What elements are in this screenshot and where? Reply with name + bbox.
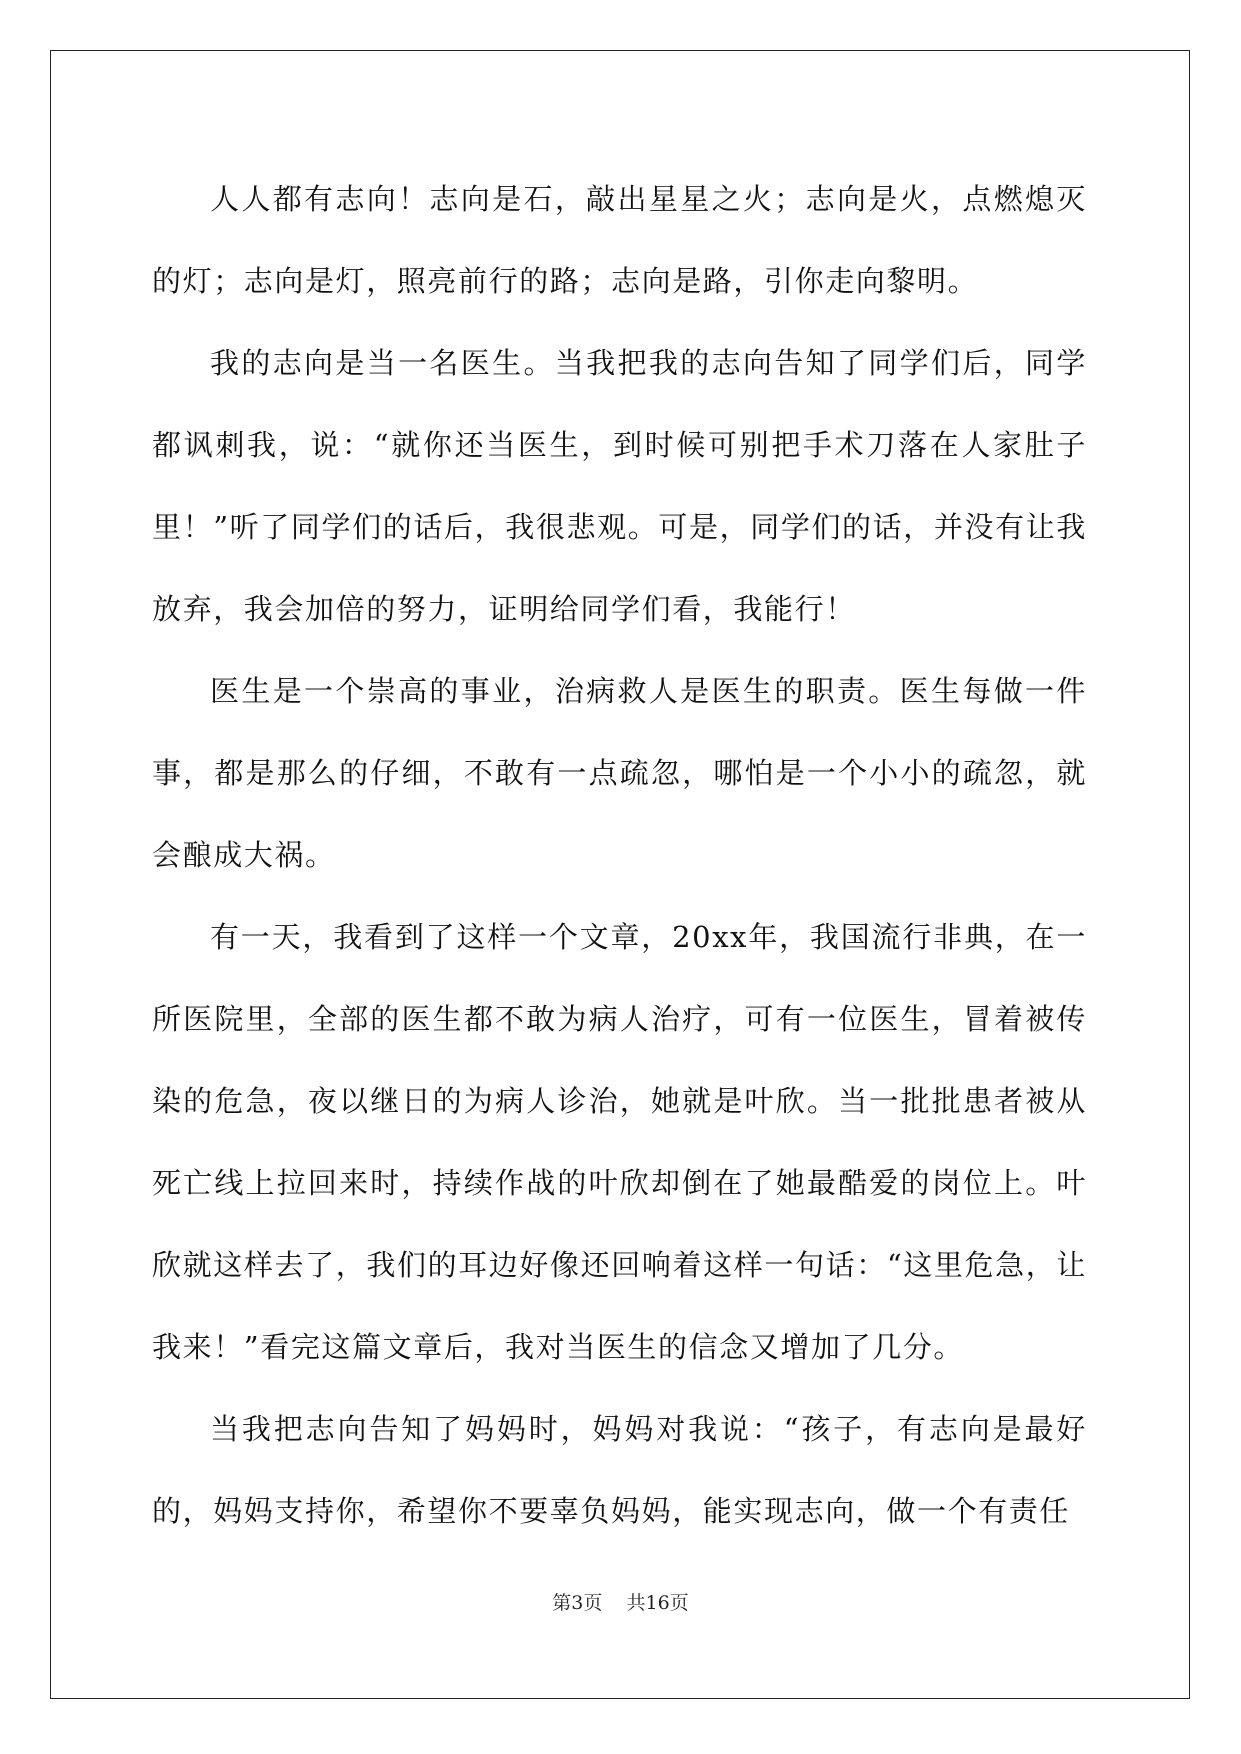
- total-pages: 共16页: [626, 1592, 689, 1614]
- paragraph-4: 有一天，我看到了这样一个文章，20xx年，我国流行非典，在一所医院里，全部的医生都不敢为病人治疗，可有一位医生，冒着被传染的危急，夜以继日的为病人诊治，她就是叶欣。当一批批患者被从死亡线上拉回来时，持续作战的叶欣却倒在了她最酷爱的岗位上。叶欣就这样去了，我们的耳边好像还回响着这样一句话：“这里危急，让我来！”看完这篇文章后，我对当医生的信念又增加了几分。: [152, 920, 1087, 1364]
- footer-spacer: [602, 1592, 626, 1614]
- paragraph-1: 人人都有志向！志向是石，敲出星星之火；志向是火，点燃熄灭的灯；志向是灯，照亮前行的路；志向是路，引你走向黎明。: [152, 182, 1087, 298]
- page-footer: [0, 1588, 1241, 1615]
- paragraph-5: 当我把志向告知了妈妈时，妈妈对我说：“孩子，有志向是最好的，妈妈支持你，希望你不要辜负妈妈，能实现志向，做一个有责任: [152, 1412, 1087, 1528]
- page-number: 第3页: [552, 1592, 603, 1614]
- document-body: [152, 158, 1087, 1552]
- paragraph-2: 我的志向是当一名医生。当我把我的志向告知了同学们后，同学都讽刺我，说：“就你还当医生，到时候可别把手术刀落在人家肚子里！”听了同学们的话后，我很悲观。可是，同学们的话，并没有让我放弃，我会加倍的努力，证明给同学们看，我能行！: [152, 346, 1087, 626]
- paragraph-3: 医生是一个崇高的事业，治病救人是医生的职责。医生每做一件事，都是那么的仔细，不敢有一点疏忽，哪怕是一个小小的疏忽，就会酿成大祸。: [152, 674, 1087, 872]
